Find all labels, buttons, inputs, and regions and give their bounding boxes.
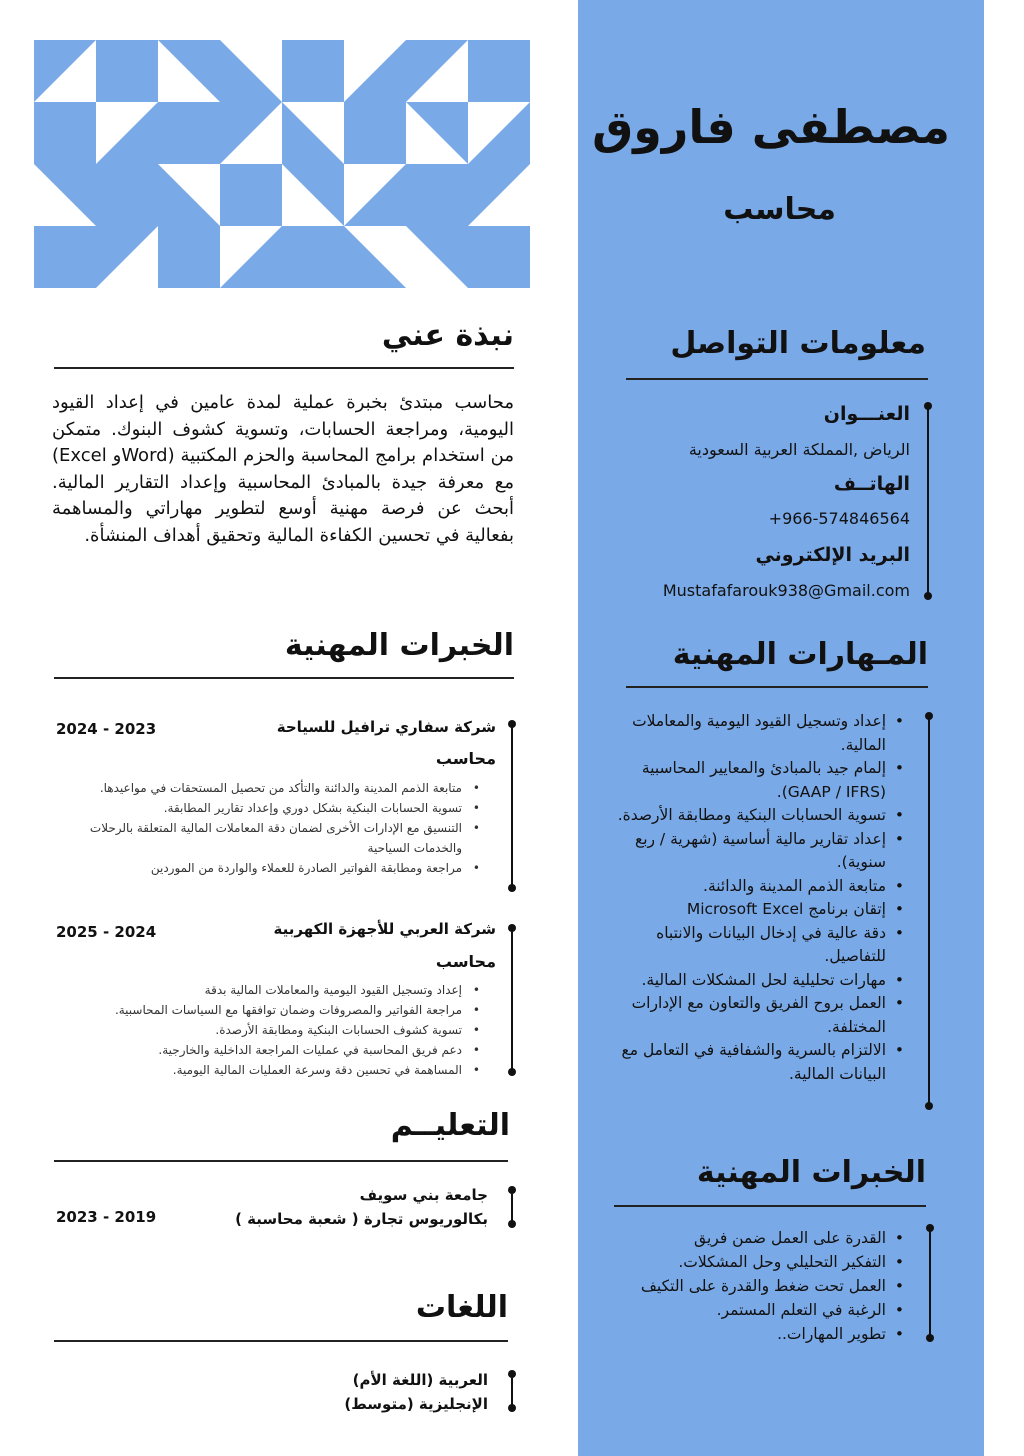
pattern-tile bbox=[468, 164, 530, 226]
experience-divider bbox=[54, 677, 514, 679]
pattern-tile bbox=[406, 40, 468, 102]
pattern-tile bbox=[468, 102, 530, 164]
pattern-tile bbox=[158, 102, 220, 164]
pattern-tile bbox=[34, 164, 96, 226]
job-2-duty-item: • المساهمة في تحسين دقة وسرعة العمليات المالية اليومية. bbox=[50, 1060, 462, 1080]
languages-heading: اللغات bbox=[415, 1290, 508, 1325]
phone-value[interactable]: +966-574846564 bbox=[768, 509, 910, 528]
pattern-tile bbox=[468, 226, 530, 288]
pattern-tile bbox=[468, 40, 530, 102]
address-value: الرياض ,المملكة العربية السعودية bbox=[688, 440, 910, 459]
about-text: محاسب مبتدئ بخبرة عملية لمدة عامين في إعداد القيود اليومية، ومراجعة الحسابات، وتسوية كشوف البنوك. متمكن من استخدام برامج المحاسبة والحزم المكتبية (Wordو Excel) مع معرفة جيدة بالمبادئ المحاسبية وإعداد التقارير المالية. أبحث عن فرصة مهنية أوسع لتطوير مهاراتي والمساهمة بفعالية في تحسين الكفاءة المالية وتحقيق أهداف المنشأة. bbox=[52, 392, 515, 546]
skill-item: • الالتزام بالسرية والشفافية في التعامل مع البيانات المالية. bbox=[614, 1039, 886, 1086]
pattern-tile bbox=[282, 40, 344, 102]
soft-skill-item: • الرغبة في التعلم المستمر. bbox=[600, 1298, 886, 1322]
pattern-tile bbox=[406, 164, 468, 226]
language-english: الإنجليزية (متوسط) bbox=[344, 1395, 488, 1413]
job-1-duty-item: • متابعة الذمم المدينة والدائنة والتأكد من تحصيل المستحقات في مواعيدها. bbox=[60, 778, 462, 798]
contact-divider bbox=[626, 378, 928, 380]
pattern-tile bbox=[158, 226, 220, 288]
soft-skill-item: • القدرة على العمل ضمن فريق bbox=[600, 1226, 886, 1250]
about-heading: نبذة عني bbox=[381, 318, 514, 353]
skills-heading: المـهارات المهنية bbox=[672, 637, 928, 672]
pattern-tile bbox=[282, 102, 344, 164]
skill-item: • دقة عالية في إدخال البيانات والانتباه للتفاصيل. bbox=[614, 922, 886, 969]
pattern-tile bbox=[96, 40, 158, 102]
skill-item: • إعداد وتسجيل القيود اليومية والمعاملات المالية. bbox=[614, 710, 886, 757]
pattern-tile bbox=[158, 40, 220, 102]
pattern-tile bbox=[406, 102, 468, 164]
education-timeline bbox=[511, 1190, 513, 1224]
job-2-duty-item: • دعم فريق المحاسبة في عمليات المراجعة الداخلية والخارجية. bbox=[50, 1040, 462, 1060]
skills-list bbox=[614, 710, 904, 1086]
skills-divider bbox=[626, 686, 928, 688]
skill-item: • إلمام جيد بالمبادئ والمعايير المحاسبية (GAAP / IFRS). bbox=[614, 757, 886, 804]
job-2-duties bbox=[50, 980, 480, 1080]
job-2-duty-item: • مراجعة الفواتير والمصروفات وضمان توافقها مع السياسات المحاسبية. bbox=[50, 1000, 462, 1020]
pattern-tile bbox=[96, 226, 158, 288]
pattern-tile bbox=[220, 226, 282, 288]
phone-label: الهاتــف bbox=[833, 473, 910, 495]
soft-skill-item: • التفكير التحليلي وحل المشكلات. bbox=[600, 1250, 886, 1274]
soft-skills-divider bbox=[614, 1205, 926, 1207]
pattern-tile bbox=[34, 102, 96, 164]
job-1-duties bbox=[60, 778, 480, 878]
geometric-pattern bbox=[34, 40, 530, 290]
skill-item: • العمل بروح الفريق والتعاون مع الإدارات المختلفة. bbox=[614, 992, 886, 1039]
job-2-dates: 2025 - 2024 bbox=[56, 923, 157, 941]
experience-heading: الخبرات المهنية bbox=[284, 628, 514, 663]
university: جامعة بني سويف bbox=[359, 1186, 488, 1204]
languages-timeline bbox=[511, 1374, 513, 1408]
job-title: محاسب bbox=[723, 192, 836, 227]
skills-timeline bbox=[928, 716, 930, 1106]
language-arabic: العربية (اللغة الأم) bbox=[352, 1371, 488, 1389]
skill-item: • إتقان برنامج Microsoft Excel bbox=[614, 898, 886, 922]
skill-item: • تسوية الحسابات البنكية ومطابقة الأرصدة. bbox=[614, 804, 886, 828]
job-2-timeline bbox=[511, 928, 513, 1072]
person-name: مصطفى فاروق bbox=[592, 100, 950, 154]
pattern-tile bbox=[220, 40, 282, 102]
pattern-tile bbox=[158, 164, 220, 226]
skill-item: • مهارات تحليلية لحل المشكلات المالية. bbox=[614, 969, 886, 993]
contact-heading: معلومات التواصل bbox=[670, 326, 926, 361]
job-1-dates: 2024 - 2023 bbox=[56, 720, 157, 738]
pattern-tile bbox=[220, 164, 282, 226]
email-value[interactable]: Mustafafarouk938@Gmail.com bbox=[662, 581, 910, 600]
pattern-tile bbox=[96, 102, 158, 164]
education-heading: التعليــم bbox=[390, 1108, 510, 1143]
job-1-duty-item: • مراجعة ومطابقة الفواتير الصادرة للعملاء والواردة من الموردين bbox=[60, 858, 462, 878]
skill-item: • إعداد تقارير مالية أساسية (شهرية / ربع سنوية). bbox=[614, 828, 886, 875]
pattern-tile bbox=[96, 164, 158, 226]
job-1-timeline bbox=[511, 724, 513, 888]
soft-skills-list bbox=[600, 1226, 904, 1346]
job-2-duty-item: • إعداد وتسجيل القيود اليومية والمعاملات المالية بدقة bbox=[50, 980, 462, 1000]
pattern-tile bbox=[344, 40, 406, 102]
about-divider bbox=[54, 367, 514, 369]
address-label: العنـــوان bbox=[823, 403, 910, 425]
pattern-tile bbox=[344, 102, 406, 164]
education-dates: 2023 - 2019 bbox=[56, 1208, 157, 1226]
pattern-tile bbox=[34, 40, 96, 102]
pattern-tile bbox=[34, 226, 96, 288]
pattern-tile bbox=[406, 226, 468, 288]
languages-divider bbox=[54, 1340, 508, 1342]
contact-timeline bbox=[927, 406, 929, 596]
soft-skills-heading: الخبرات المهنية bbox=[696, 1155, 926, 1190]
pattern-tile bbox=[282, 164, 344, 226]
email-label: البريد الإلكتروني bbox=[755, 544, 910, 566]
pattern-tile bbox=[344, 226, 406, 288]
job-2-role: محاسب bbox=[435, 952, 496, 971]
skill-item: • متابعة الذمم المدينة والدائنة. bbox=[614, 875, 886, 899]
job-1-role: محاسب bbox=[435, 749, 496, 768]
job-2-duty-item: • تسوية كشوف الحسابات البنكية ومطابقة الأرصدة. bbox=[50, 1020, 462, 1040]
soft-skill-item: • العمل تحت ضغط والقدرة على التكيف bbox=[600, 1274, 886, 1298]
soft-skill-item: • تطوير المهارات.. bbox=[600, 1322, 886, 1346]
pattern-tile bbox=[282, 226, 344, 288]
soft-skills-timeline bbox=[929, 1228, 931, 1338]
job-1-duty-item: • التنسيق مع الإدارات الأخرى لضمان دقة المعاملات المالية المتعلقة بالرحلات والخدمات السياحية bbox=[60, 818, 462, 858]
job-1-company: شركة سفاري ترافيل للسياحة bbox=[276, 718, 496, 736]
pattern-tile bbox=[344, 164, 406, 226]
degree: بكالوريوس تجارة ( شعبة محاسبة ) bbox=[235, 1210, 488, 1228]
job-2-company: شركة العربي للأجهزة الكهربية bbox=[273, 920, 496, 938]
education-divider bbox=[54, 1160, 508, 1162]
pattern-tile bbox=[220, 102, 282, 164]
job-1-duty-item: • تسوية الحسابات البنكية بشكل دوري وإعداد تقارير المطابقة. bbox=[60, 798, 462, 818]
